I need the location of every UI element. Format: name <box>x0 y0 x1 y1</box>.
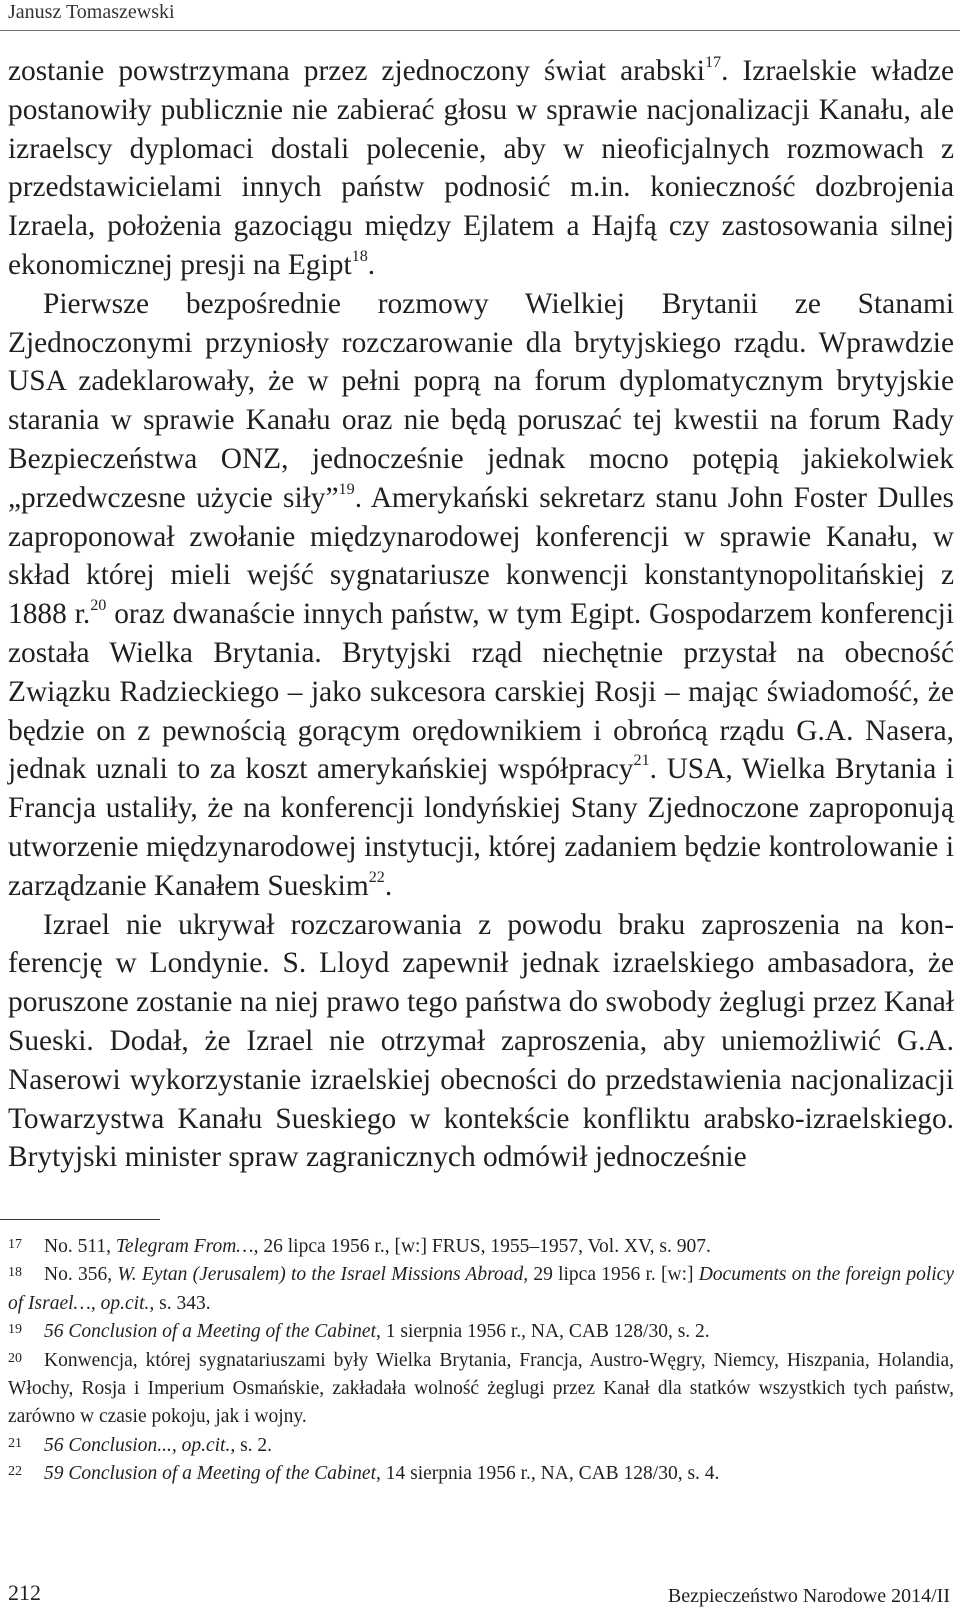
text-run: s. 343. <box>154 1292 211 1314</box>
text-run: , 14 sierpnia 1956 r., NA, CAB 128/30, s. 4. <box>376 1463 720 1485</box>
text-run: Izrael nie ukrywał rozczarowania z powodu braku zaproszenia na konferencję w Londynie. S. Lloyd zapewnił jednak izraelskiego ambasadora, że poruszone zostanie na niej prawo tego państwa do swobody żeglugi przez Kanał Sueski. Dodał, że Izrael nie otrzymał zaproszenia, aby uniemożliwić G.A. Naserowi wykorzystanie izraelskiej obecności do przedstawienia nacjonalizacji Towarzystwa Kanału Sueskiego w kontekście konfliktu arabsko-izraelskiego. Brytyjski minister spraw zagranicznych odmówił jednocześnie <box>8 908 954 1174</box>
footnote-ref-19[interactable]: 19 <box>338 480 355 498</box>
paragraph-3 <box>8 906 954 1178</box>
footnote-divider <box>0 1219 160 1220</box>
text-run-italic: Documents on the foreign policy of Israel…, op.cit., <box>8 1264 954 1314</box>
journal-title: Bezpieczeństwo Narodowe 2014/II <box>667 1585 950 1607</box>
text-run-italic: 56 Conclusion of a Meeting of the Cabinet <box>44 1321 377 1343</box>
footnote-20: 20 Konwencja, której sygnatariuszami były Wielka Brytania, Francja, Austro-Węgry, Niemcy, Hiszpania, Holandia, Włochy, Rosja i Imperium Osmańskie, zakładała wolność żeglugi przez Kanał dla statków wszystkich tych państw, zarówno w czasie pokoju, jak i wojny. <box>8 1349 954 1428</box>
text-run: Konwencja, której sygnatariuszami były Wielka Brytania, Francja, Austro-Węgry, Niemcy, Hiszpania, Holandia, Włochy, Rosja i Imperium Osmańskie, zakładała wolność żeglugi przez Kanał dla statków wszystkich tych państw, zarówno w czasie pokoju, jak i wojny. <box>8 1349 954 1428</box>
text-run: oraz dwanaście innych państw, w tym Egipt. Gospodarzem konferencji została Wielka Brytania. Brytyjski rząd niechętnie przystał na obecność Związku Radzieckiego – jako sukcesora carskiej Rosji – mając świadomość, że będzie on z pewnością gorącym orędownikiem i obrońcą rządu G.A. Nasera, jednak uznali to za koszt amerykańskiej współpracy <box>8 598 954 786</box>
text-run: . USA, Wielka Brytania i Francja ustaliły, że na konferencji londyńskiej Stany Zjednoczone zaproponują utworzenie międzynarodowej instytucji, której zadaniem będzie kontrolowanie i zarządzanie Kanałem Sueskim <box>8 753 954 902</box>
text-run: . <box>367 248 376 281</box>
text-run: . <box>384 869 393 902</box>
footnote-ref-22[interactable]: 22 <box>368 868 385 886</box>
text-run: , 26 lipca 1956 r., [w:] FRUS, 1955–1957, Vol. XV, s. 907. <box>253 1236 711 1257</box>
text-run: 29 lipca 1956 r. [w:] <box>528 1264 699 1286</box>
footnote-19: 19 56 Conclusion of a Meeting of the Cabinet, 1 sierpnia 1956 r., NA, CAB 128/30, s. 2. <box>8 1321 710 1343</box>
text-run-italic: W. Eytan (Jerusalem) to the Israel Missions Abroad, <box>117 1264 529 1286</box>
text-run: s. 2. <box>235 1434 273 1456</box>
text-run: , 1 sierpnia 1956 r., NA, CAB 128/30, s. 2. <box>376 1321 710 1343</box>
footnote-21: 21 56 Conclusion..., op.cit., s. 2. <box>8 1434 273 1456</box>
text-run: No. 356, <box>44 1264 118 1286</box>
footnote-18: 18 No. 356, W. Eytan (Jerusalem) to the Israel Missions Abroad, 29 lipca 1956 r. [w:] Documents on the foreign policy of Israel…, op.cit., s. 343. <box>8 1264 954 1314</box>
text-run: zostanie powstrzymana przez zjednoczony świat arabski <box>8 55 705 87</box>
footnote-ref-17[interactable]: 17 <box>704 53 722 71</box>
text-run: No. 511, <box>44 1236 116 1257</box>
header-divider <box>0 30 960 31</box>
footnotes <box>8 1233 954 1489</box>
footnote-ref-18[interactable]: 18 <box>351 247 368 265</box>
footnote-17: 17 No. 511, Telegram From…, 26 lipca 1956 r., [w:] FRUS, 1955–1957, Vol. XV, s. 907. <box>8 1236 711 1257</box>
page-number: 212 <box>8 1580 41 1605</box>
text-run-italic: 59 Conclusion of a Meeting of the Cabinet <box>44 1463 377 1485</box>
footnote-ref-21[interactable]: 21 <box>633 752 650 770</box>
main-text <box>8 52 954 1177</box>
text-run: Pierwsze bezpośrednie rozmowy Wielkiej Brytanii ze Stanami Zjednoczonymi przyniosły rozczarowanie dla brytyjskiego rządu. Wprawdzie USA zadeklarowały, że w pełni poprą na forum dyplomatycznym brytyjskie starania w sprawie Kanału oraz nie będą poruszać tej kwestii na forum Rady Bezpieczeństwa ONZ, jednocześnie jednak mocno potępią jakiekolwiek „przedwczesne użycie siły” <box>8 287 954 514</box>
text-run-italic: Telegram From… <box>115 1236 254 1257</box>
footnote-ref-20[interactable]: 20 <box>90 596 107 614</box>
text-run: . Izraelskie władze postanowiły publicznie nie zabierać głosu w sprawie nacjonalizacji Kanału, ale izraelscy dyplomaci dostali polecenie, aby w nieoficjalnych rozmowach z przedstawicielami innych państw podnosić m.in. konieczność dozbrojenia Izraela, położenia gazociągu między Ejlatem a Hajfą czy zastosowania silnej ekonomicznej presji na Egipt <box>8 55 954 281</box>
footnote-22: 22 59 Conclusion of a Meeting of the Cabinet, 14 sierpnia 1956 r., NA, CAB 128/30, s. 4. <box>8 1463 720 1485</box>
paragraph-2 <box>8 285 954 906</box>
text-run-italic: 56 Conclusion..., op.cit., <box>44 1434 236 1456</box>
text-run: . Amerykański sekretarz stanu John Foster Dulles zaproponował zwołanie międzynarodowej konferencji w sprawie Kanału, w skład której mieli wejść sygnatariusze konwencji konstantynopolitańskiej z 1888 r. <box>8 481 954 631</box>
paragraph-1 <box>8 52 954 285</box>
running-header-author: Janusz Tomaszewski <box>8 1 175 23</box>
